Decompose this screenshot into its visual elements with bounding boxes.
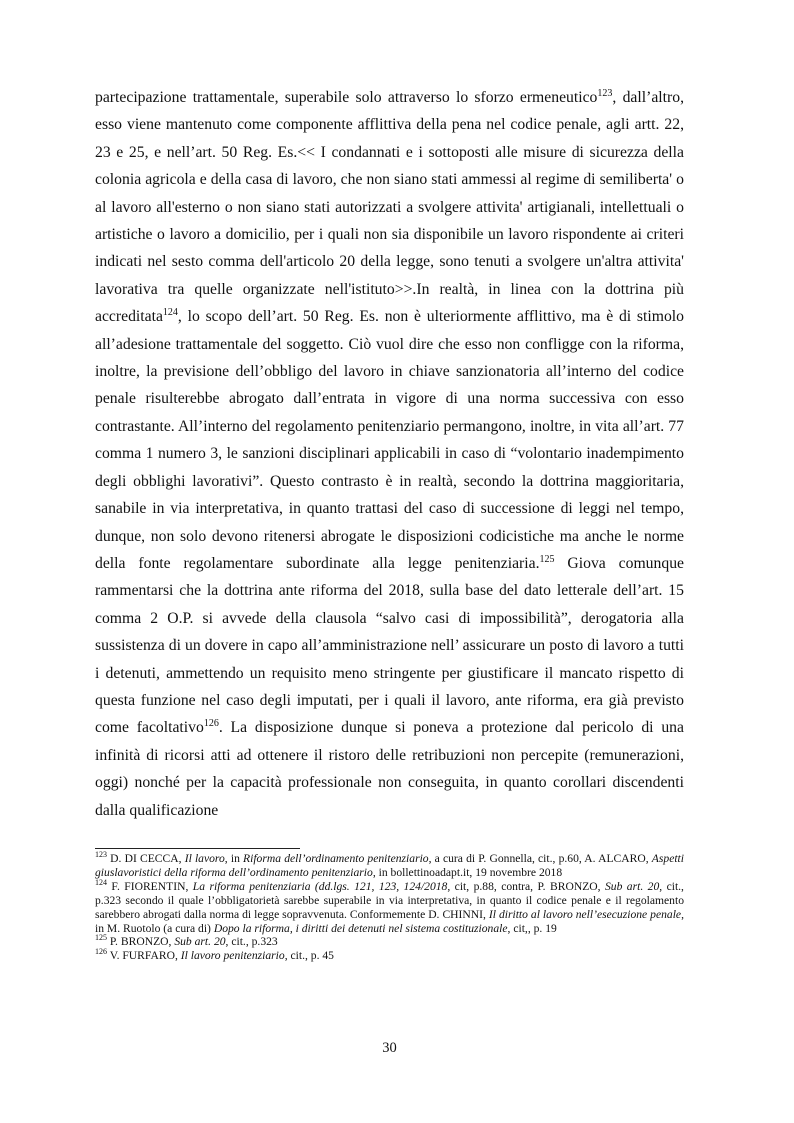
body-text-segment: partecipazione trattamentale, superabile solo attraverso lo sforzo ermeneutico	[95, 89, 598, 106]
footnote-number: 123	[95, 850, 107, 860]
body-text-segment: . La disposizione dunque si poneva a protezione dal pericolo di una infinità di ricorsi atti ad ottenere il ristoro delle retribuzioni non percepite (remunerazioni, oggi) nonché per la capacità professionale non conseguita, in quanto corollari discendenti dalla qualificazione	[95, 719, 684, 819]
footnote-number: 124	[95, 877, 107, 887]
page-number: 30	[382, 1040, 397, 1056]
footnotes	[95, 852, 684, 963]
footnote-number: 125	[95, 933, 107, 943]
footnote-ref-123: 123	[597, 87, 613, 99]
footnote-125: $^{125}$ P. BRONZO, Sub art. 20, cit., p.323	[95, 933, 278, 949]
body-text-segment: , dall’altro, esso viene mantenuto come componente afflittiva della pena nel codice penale, agli artt. 22, 23 e 25, e nell’art. 50 Reg. Es.<< I condannati e i sottoposti alle misure di sicurezza della colonia agricola e della casa di lavoro, che non siano stati ammessi al regime di semiliberta' o al lavoro all'esterno o non siano stati autorizzati a svolgere attivita' artigianali, intellettuali o artistiche o lavoro a domicilio, per i quali non sia disponibile un lavoro rispondente ai criteri indicati nel sesto comma dell'articolo 20 della legge, sono tenuti a svolgere un'altra attivita' lavorativa tra quelle organizzate nell'istituto>>.In realtà, in linea con la dottrina più accreditata	[95, 89, 684, 326]
footnote-123: $^{123}$ D. DI CECCA, Il lavoro, in Riforma dell’ordinamento penitenziario, a cura di P. Gonnella, cit., p.60, A. ALCARO, Aspetti giuslavoristici della riforma dell’ordinamento penitenziario, in bollettinoadapt.it, 19 novembre 2018	[95, 850, 684, 879]
body-text-segment: Giova comunque rammentarsi che la dottrina ante riforma del 2018, sulla base del dato letterale dell’art. 15 comma 2 O.P. si avvede della clausola “salvo casi di impossibilità”, derogatoria alla sussistenza di un dovere in capo all’amministrazione nell’ assicurare un posto di lavoro a tutti i detenuti, ammettendo un requisito meno stringente per giustificare il mancato rispetto di questa funzione nel caso degli imputati, per i quali il lavoro, ante riforma, era già previsto come facoltativo	[95, 554, 685, 737]
footnote-separator	[95, 848, 300, 849]
body-paragraph	[95, 84, 684, 824]
footnote-ref-126: 126	[203, 718, 219, 730]
footnote-number: 126	[95, 947, 107, 957]
body-text-segment: , lo scopo dell’art. 50 Reg. Es. non è ulteriormente afflittivo, ma è di stimolo all’adesione trattamentale del soggetto. Ciò vuol dire che esso non confligge con la riforma, inoltre, la previsione dell’obbligo del lavoro in chiave sanzionatoria all’interno del codice penale risulterebbe abrogato dall’entrata in vigore di una norma successiva con esso contrastante. All’interno del regolamento penitenziario permangono, inoltre, in vita all’art. 77 comma 1 numero 3, le sanzioni disciplinari applicabili in caso di “volontario inadempimento degli obblighi lavorativi”. Questo contrasto è in realtà, secondo la dottrina maggioritaria, sanabile in via interpretativa, in quanto trattasi del caso di successione di leggi nel tempo, dunque, non solo devono ritenersi abrogate le disposizioni codicistiche ma anche le norme della fonte regolamentare subordinate alla legge penitenziaria.	[95, 308, 684, 572]
footnote-124: $^{124}$ F. FIORENTIN, La riforma penitenziaria (dd.lgs. 121, 123, 124/2018, cit, p.88, contra, P. BRONZO, Sub art. 20, cit., p.323 secondo il quale l’obbligatorietà sarebbe superabile in via interpretativa, in quanto il codice penale e il regolamento sarebbero abrogati dalla norma di legge sopravvenuta. Conformemente D. CHINNI, Il diritto al lavoro nell’esecuzione penale, in M. Ruotolo (a cura di) Dopo la riforma, i diritti dei detenuti nel sistema costituzionale, cit,, p. 19	[95, 877, 684, 935]
footnote-126: $^{126}$ V. FURFARO, Il lavoro penitenziario, cit., p. 45	[95, 947, 334, 963]
footnote-ref-125: 125	[539, 553, 555, 565]
footnote-ref-124: 124	[162, 307, 178, 319]
